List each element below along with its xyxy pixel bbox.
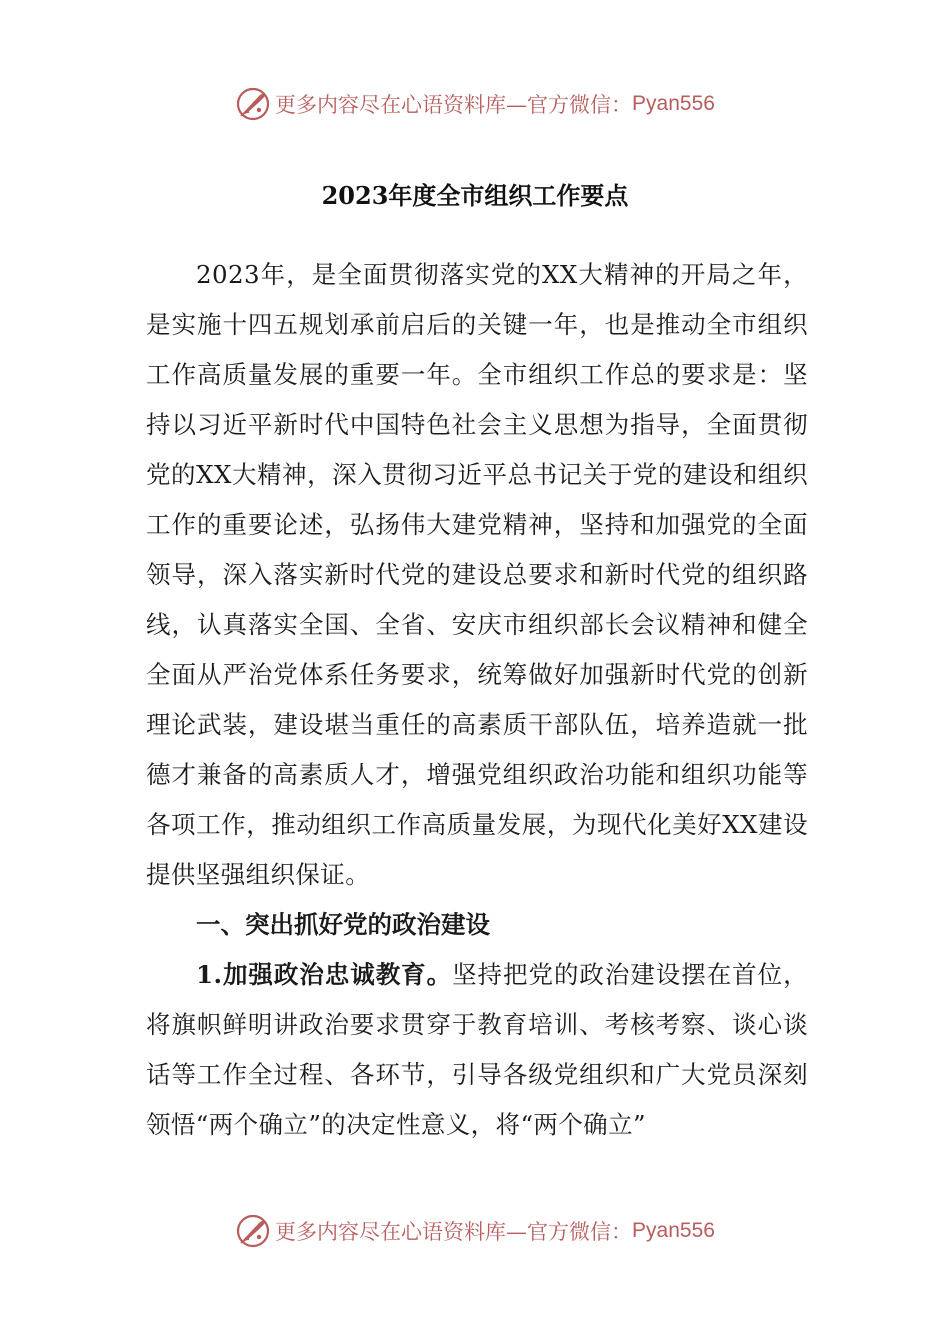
watermark-text: 更多内容尽在心语资料库—官方微信： [275, 93, 633, 117]
document-body [146, 250, 808, 1150]
item-paragraph [146, 950, 808, 1150]
watermark-handle: Pyan556 [632, 1219, 715, 1242]
intro-paragraph: 2023年，是全面贯彻落实党的XX大精神的开局之年，是实施十四五规划承前启后的关键一年，也是推动全市组织工作高质量发展的重要一年。全市组织工作总的要求是：坚持以习近平新时代中国特色社会主义思想为指导，全面贯彻党的XX大精神，深入贯彻习近平总书记关于党的建设和组织工作的重要论述，弘扬伟大建党精神，坚持和加强党的全面领导，深入落实新时代党的建设总要求和新时代党的组织路线，认真落实全国、全省、安庆市组织部长会议精神和健全全面从严治党体系任务要求，统筹做好加强新时代党的创新理论武装，建设堪当重任的高素质干部队伍，培养造就一批德才兼备的高素质人才，增强党组织政治功能和组织功能等各项工作，推动组织工作高质量发展，为现代化美好XX建设提供坚强组织保证。 [146, 260, 808, 889]
watermark-handle: Pyan556 [632, 92, 715, 115]
watermark-banner-top [0, 84, 950, 124]
section-heading: 一、突出抓好党的政治建设 [196, 910, 490, 939]
quill-pen-logo-icon [235, 86, 271, 122]
document-title: 2023年度全市组织工作要点 [321, 181, 629, 210]
watermark-banner-bottom [0, 1211, 950, 1251]
watermark-text: 更多内容尽在心语资料库—官方微信： [275, 1220, 633, 1244]
quill-pen-logo-icon [235, 1213, 271, 1249]
item-text: 坚持把党的政治建设摆在首位，将旗帜鲜明讲政治要求贯穿于教育培训、考核考察、谈心谈话等工作全过程、各环节，引导各级党组织和广大党员深刻领悟“两个确立”的决定性意义，将“两个确立” [146, 960, 808, 1139]
item-lead: 1.加强政治忠诚教育。 [196, 960, 453, 989]
